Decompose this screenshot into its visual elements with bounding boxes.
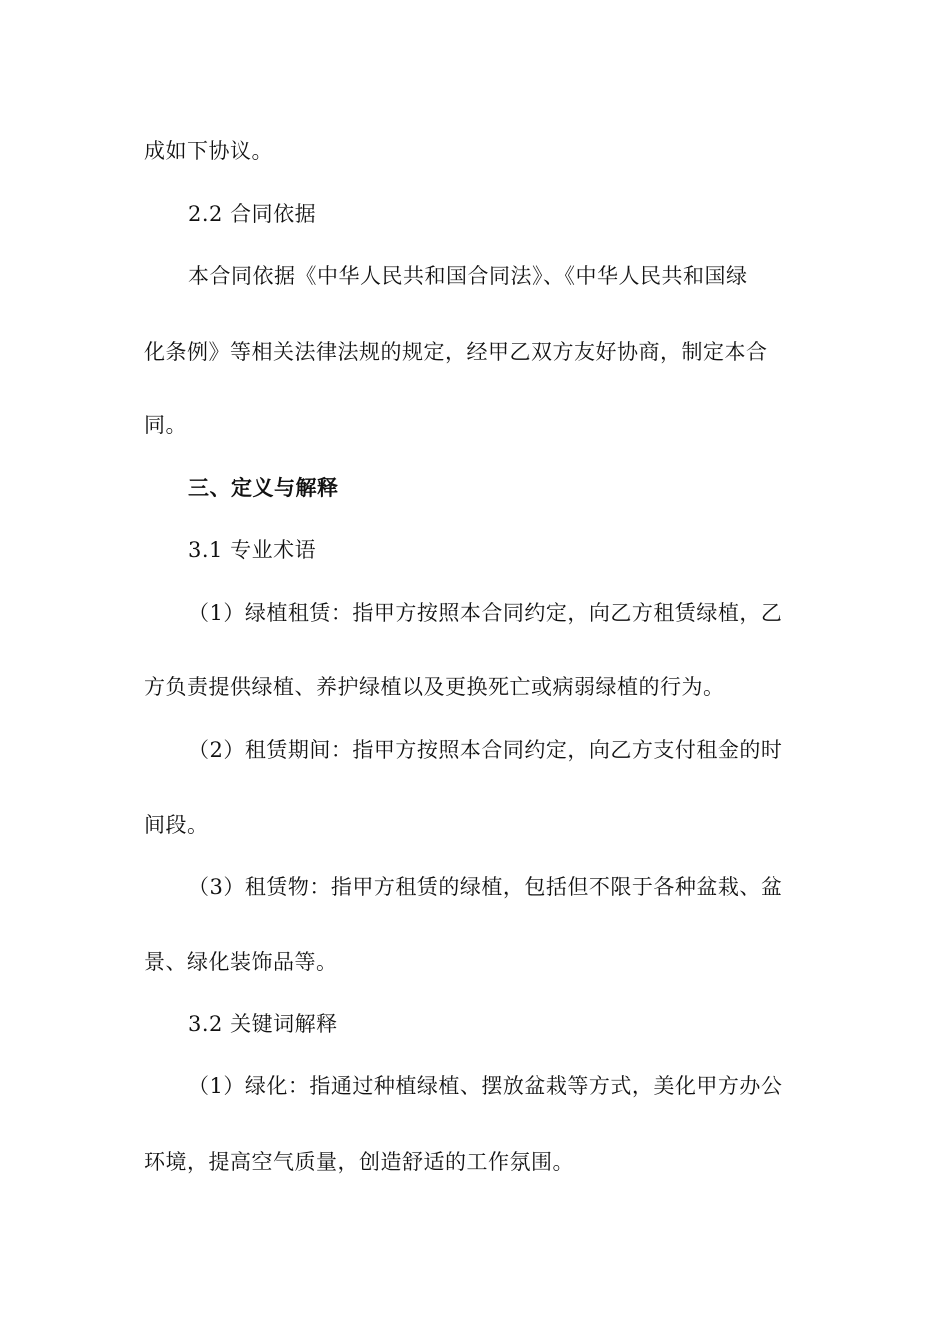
chapter-heading-3: 三、定义与解释: [188, 476, 339, 500]
paragraph-continuation: 成如下协议。: [144, 139, 273, 163]
definition-item: （2）租赁期间：指甲方按照本合同约定，向乙方支付租金的时: [188, 738, 783, 762]
paragraph-line: 化条例》等相关法律法规的规定，经甲乙双方友好协商，制定本合: [144, 340, 768, 364]
definition-item: （1）绿化：指通过种植绿植、摆放盆栽等方式，美化甲方办公: [188, 1074, 783, 1098]
paragraph-line: 方负责提供绿植、养护绿植以及更换死亡或病弱绿植的行为。: [144, 675, 725, 699]
section-heading-3-1: 3.1 专业术语: [188, 538, 317, 562]
paragraph-line: 同。: [144, 413, 187, 437]
section-heading-3-2: 3.2 关键词解释: [188, 1012, 338, 1036]
definition-item: （3）租赁物：指甲方租赁的绿植，包括但不限于各种盆栽、盆: [188, 875, 783, 899]
paragraph-line: 景、绿化装饰品等。: [144, 950, 338, 974]
paragraph-line: 间段。: [144, 813, 209, 837]
definition-item: （1）绿植租赁：指甲方按照本合同约定，向乙方租赁绿植，乙: [188, 601, 783, 625]
paragraph-line: 本合同依据《中华人民共和国合同法》、《中华人民共和国绿: [188, 264, 748, 288]
section-heading-2-2: 2.2 合同依据: [188, 202, 317, 226]
paragraph-line: 环境，提高空气质量，创造舒适的工作氛围。: [144, 1150, 574, 1174]
